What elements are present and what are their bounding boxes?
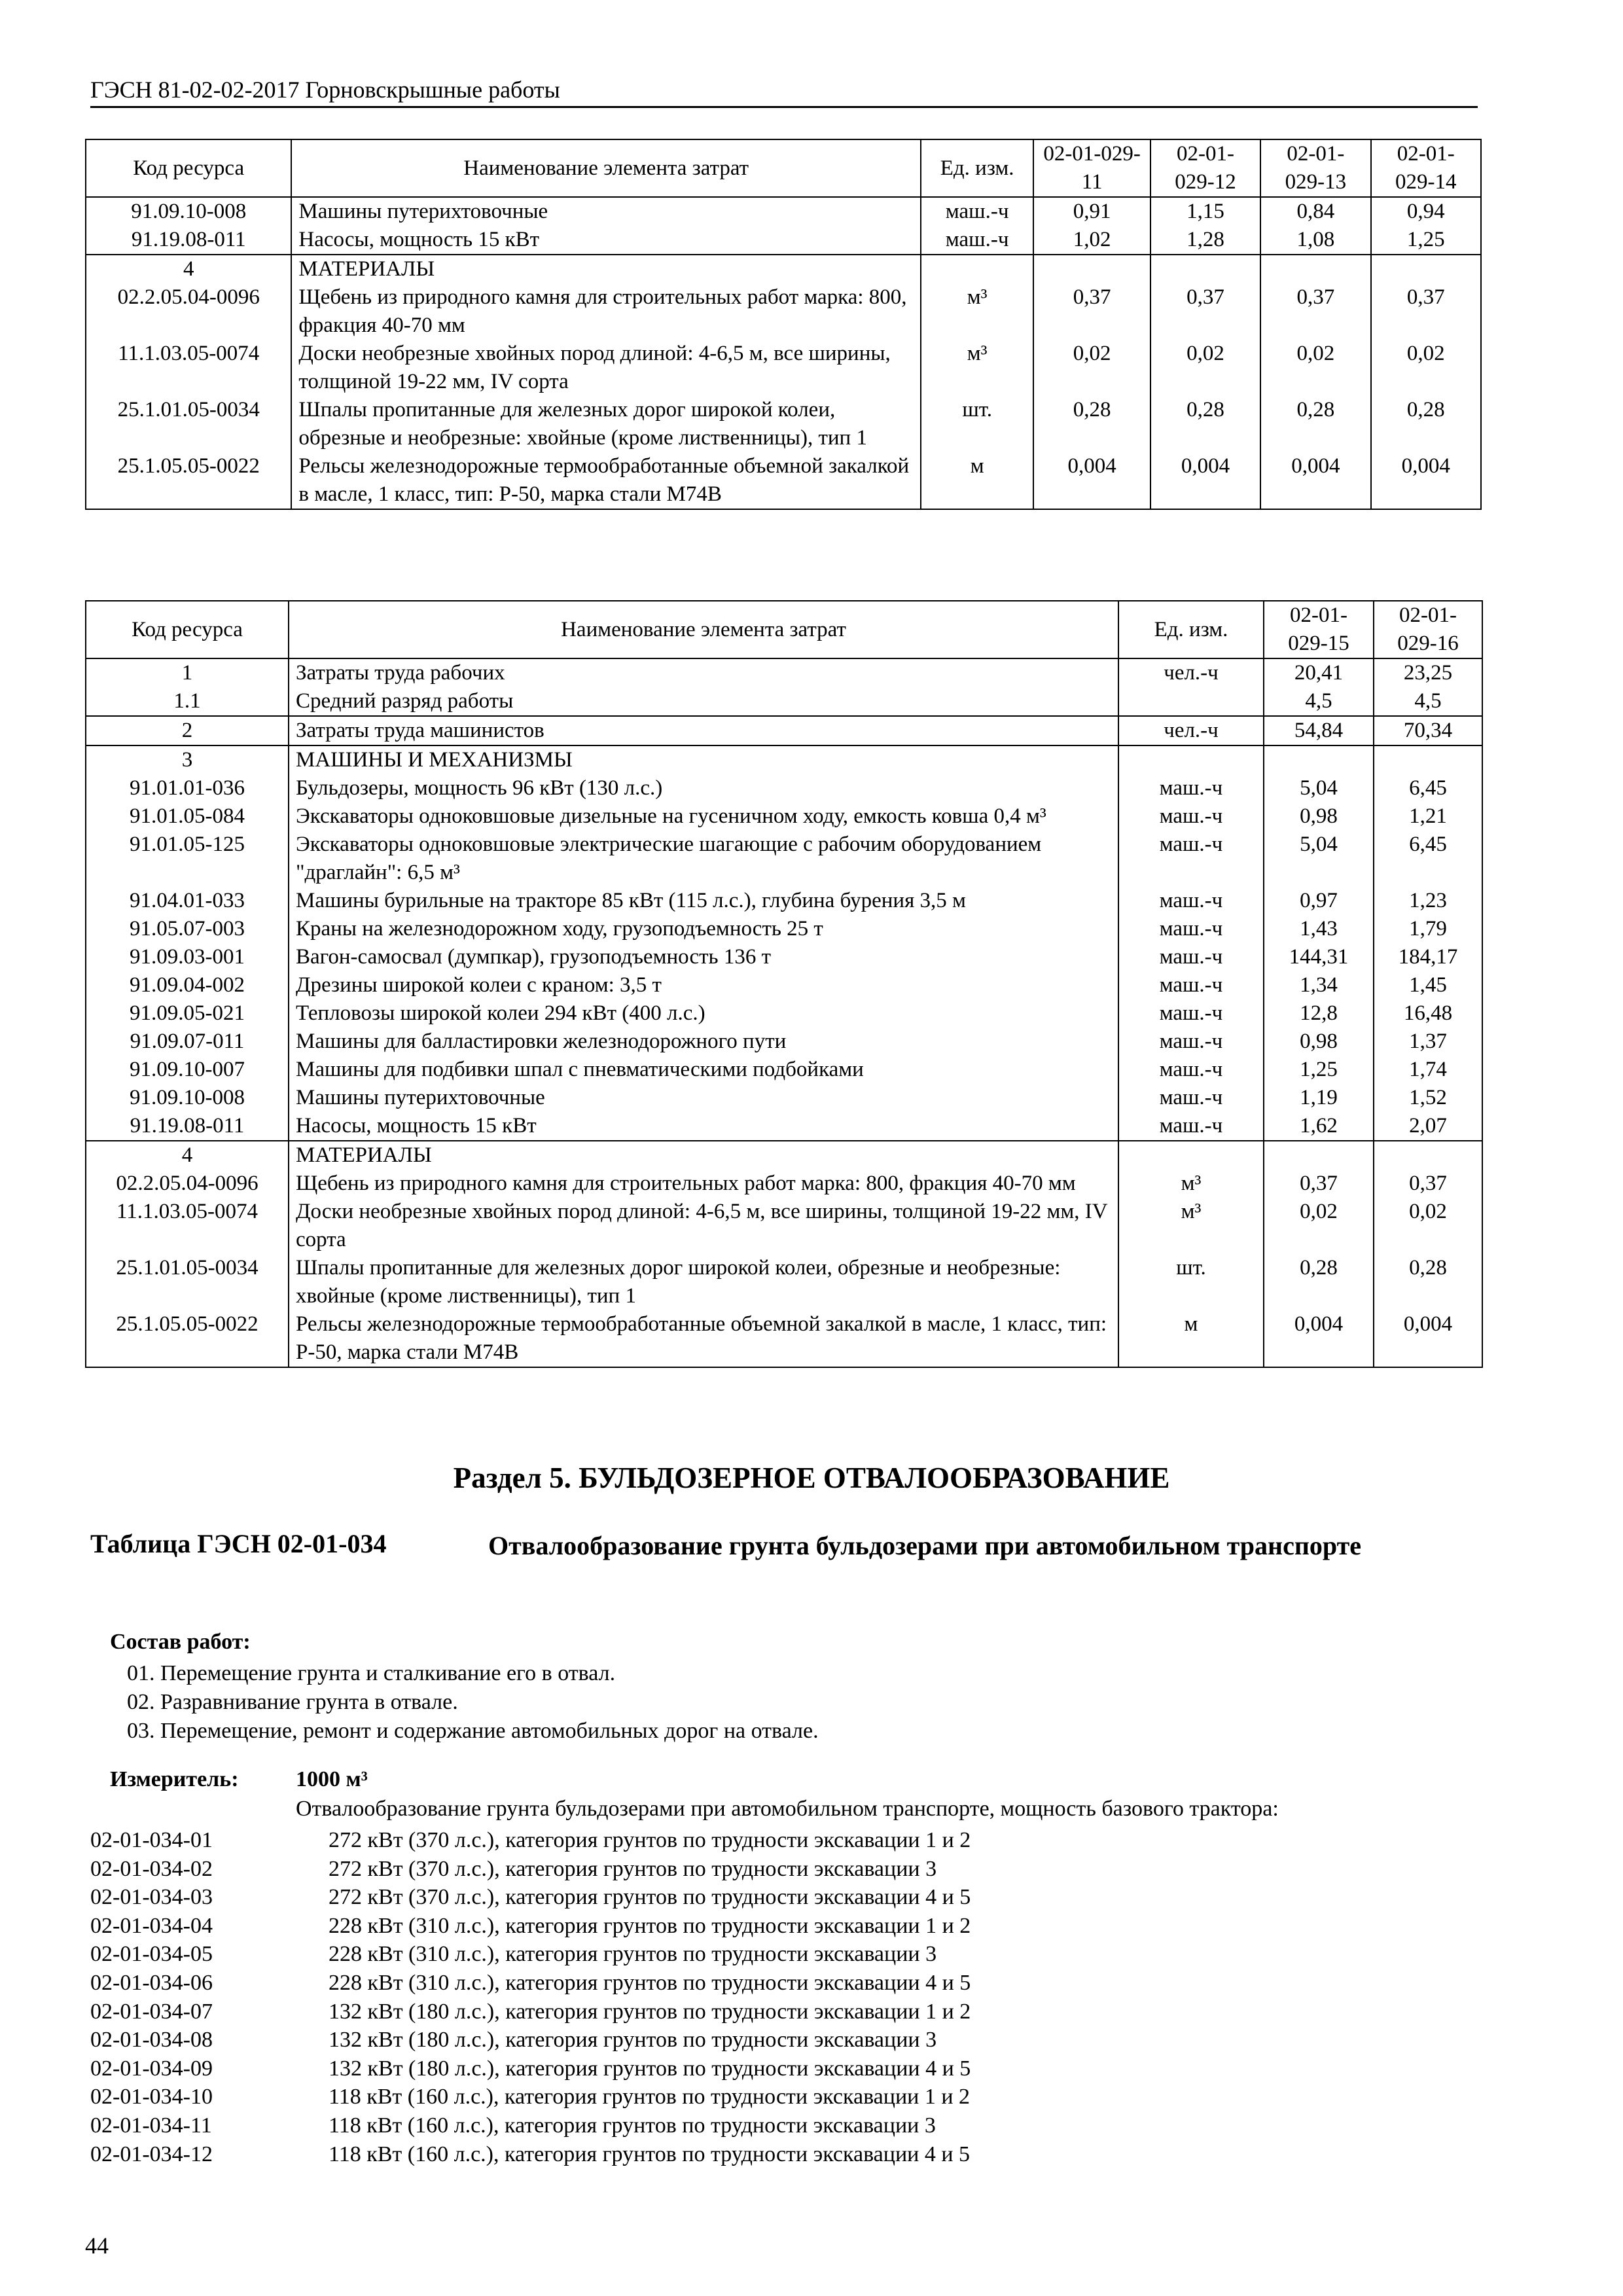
list-item: 03. Перемещение, ремонт и содержание автомобильных дорог на отвале. bbox=[127, 1719, 819, 1743]
column-header-norm: 02-01-029-13 bbox=[1260, 139, 1370, 197]
norm-row bbox=[90, 2111, 971, 2140]
norm-value: 0,02 bbox=[1260, 340, 1370, 396]
norm-value: 1,25 bbox=[1264, 1056, 1374, 1084]
resource-code: 91.05.07-003 bbox=[86, 915, 289, 943]
resource-unit: шт. bbox=[1118, 1254, 1264, 1310]
norm-value: 0,37 bbox=[1264, 1170, 1374, 1198]
resource-unit: маш.-ч bbox=[1118, 831, 1264, 887]
norm-value: 23,25 bbox=[1374, 658, 1482, 687]
norm-row bbox=[90, 1969, 971, 1998]
resource-name: Средний разряд работы bbox=[289, 687, 1118, 716]
norm-text: 118 кВт (160 л.с.), категория грунтов по трудности экскавации 3 bbox=[329, 2113, 936, 2138]
resource-code: 91.09.04-002 bbox=[86, 971, 289, 999]
norm-value: 4,5 bbox=[1264, 687, 1374, 716]
norm-code: 02-01-034-02 bbox=[90, 1856, 213, 1881]
norm-code: 02-01-034-08 bbox=[90, 2028, 213, 2053]
norm-value: 1,02 bbox=[1033, 226, 1150, 255]
norm-value: 6,45 bbox=[1374, 831, 1482, 887]
norm-value: 0,28 bbox=[1260, 396, 1370, 452]
norm-code: 02-01-034-11 bbox=[90, 2113, 212, 2138]
norm-text: 272 кВт (370 л.с.), категория грунтов по трудности экскавации 3 bbox=[329, 1856, 937, 1881]
resource-name: Экскаваторы одноковшовые дизельные на гусеничном ходу, емкость ковша 0,4 м³ bbox=[289, 802, 1118, 831]
norm-row bbox=[90, 1998, 971, 2026]
norm-value: 0,98 bbox=[1264, 802, 1374, 831]
table-row bbox=[86, 802, 1482, 831]
column-header-norm: 02-01-029-12 bbox=[1150, 139, 1260, 197]
norm-value: 0,004 bbox=[1371, 452, 1481, 509]
table-row bbox=[86, 999, 1482, 1028]
column-header-name: Наименование элемента затрат bbox=[289, 601, 1118, 658]
empty-cell bbox=[1374, 745, 1482, 774]
table-row bbox=[86, 1056, 1482, 1084]
resource-code: 91.09.10-008 bbox=[86, 197, 291, 226]
norm-value: 0,94 bbox=[1371, 197, 1481, 226]
column-header-unit: Ед. изм. bbox=[1118, 601, 1264, 658]
table-row bbox=[86, 915, 1482, 943]
norm-value: 0,28 bbox=[1150, 396, 1260, 452]
resource-name: Тепловозы широкой колеи 294 кВт (400 л.с.) bbox=[289, 999, 1118, 1028]
norm-value: 6,45 bbox=[1374, 774, 1482, 802]
norm-code: 02-01-034-06 bbox=[90, 1970, 213, 1995]
resource-unit: м³ bbox=[1118, 1198, 1264, 1254]
norm-text: 118 кВт (160 л.с.), категория грунтов по трудности экскавации 4 и 5 bbox=[329, 2142, 971, 2166]
empty-cell bbox=[1260, 255, 1370, 283]
resource-code: 91.09.10-007 bbox=[86, 1056, 289, 1084]
norm-row bbox=[90, 2026, 971, 2054]
resource-code: 1 bbox=[86, 658, 289, 687]
norm-value: 0,37 bbox=[1033, 283, 1150, 340]
norm-row bbox=[90, 1940, 971, 1969]
norm-value: 0,004 bbox=[1264, 1310, 1374, 1367]
table-row bbox=[86, 887, 1482, 915]
table-row bbox=[86, 687, 1482, 716]
empty-cell bbox=[1374, 1141, 1482, 1170]
norm-row bbox=[90, 1912, 971, 1941]
table-row bbox=[86, 1084, 1482, 1112]
resource-name: Шпалы пропитанные для железных дорог широкой колеи, обрезные и необрезные: хвойные (кроме лиственницы), тип 1 bbox=[291, 396, 921, 452]
norm-code: 02-01-034-12 bbox=[90, 2142, 213, 2166]
norm-code: 02-01-034-07 bbox=[90, 1999, 213, 2024]
norm-value: 0,28 bbox=[1374, 1254, 1482, 1310]
norm-value: 5,04 bbox=[1264, 831, 1374, 887]
resource-name: Экскаваторы одноковшовые электрические шагающие с рабочим оборудованием "драглайн": 6,5 м³ bbox=[289, 831, 1118, 887]
resource-code: 11.1.03.05-0074 bbox=[86, 340, 291, 396]
resource-name: Шпалы пропитанные для железных дорог широкой колеи, обрезные и необрезные: хвойные (кроме лиственницы), тип 1 bbox=[289, 1254, 1118, 1310]
resource-code: 25.1.01.05-0034 bbox=[86, 396, 291, 452]
resource-code: 25.1.05.05-0022 bbox=[86, 1310, 289, 1367]
resource-unit: м³ bbox=[1118, 1170, 1264, 1198]
resource-code: 91.01.05-125 bbox=[86, 831, 289, 887]
norm-value: 0,37 bbox=[1150, 283, 1260, 340]
resource-unit: маш.-ч bbox=[921, 226, 1033, 255]
resource-unit: м bbox=[1118, 1310, 1264, 1367]
empty-cell bbox=[1371, 255, 1481, 283]
resource-name: Машины для подбивки шпал с пневматическими подбойками bbox=[289, 1056, 1118, 1084]
column-header-name: Наименование элемента затрат bbox=[291, 139, 921, 197]
resource-unit: маш.-ч bbox=[1118, 971, 1264, 999]
section-row bbox=[86, 745, 1482, 774]
table-row bbox=[86, 452, 1481, 509]
norm-code: 02-01-034-09 bbox=[90, 2056, 213, 2081]
table-row bbox=[86, 1112, 1482, 1141]
empty-cell bbox=[1118, 1141, 1264, 1170]
norm-value: 0,02 bbox=[1264, 1198, 1374, 1254]
norm-row bbox=[90, 1855, 971, 1884]
norm-row bbox=[90, 2083, 971, 2111]
table-row bbox=[86, 1310, 1482, 1367]
resource-code: 02.2.05.04-0096 bbox=[86, 1170, 289, 1198]
norm-value: 1,52 bbox=[1374, 1084, 1482, 1112]
resource-unit: маш.-ч bbox=[1118, 1112, 1264, 1141]
norm-value: 0,37 bbox=[1371, 283, 1481, 340]
list-item: 01. Перемещение грунта и сталкивание его в отвал. bbox=[127, 1661, 616, 1685]
running-header: ГЭСН 81-02-02-2017 Горновскрышные работы bbox=[90, 76, 1478, 108]
resource-code: 91.09.07-011 bbox=[86, 1028, 289, 1056]
section-code: 4 bbox=[86, 1141, 289, 1170]
resource-code: 02.2.05.04-0096 bbox=[86, 283, 291, 340]
resource-code: 25.1.05.05-0022 bbox=[86, 452, 291, 509]
norm-value: 1,43 bbox=[1264, 915, 1374, 943]
norm-value: 1,45 bbox=[1374, 971, 1482, 999]
resource-code: 91.01.01-036 bbox=[86, 774, 289, 802]
measure-value: 1000 м³ bbox=[296, 1767, 368, 1791]
column-header-norm: 02-01-029-15 bbox=[1264, 601, 1374, 658]
table-row bbox=[86, 774, 1482, 802]
resource-name: Машины бурильные на тракторе 85 кВт (115 л.с.), глубина бурения 3,5 м bbox=[289, 887, 1118, 915]
resource-name: Доски необрезные хвойных пород длиной: 4-6,5 м, все ширины, толщиной 19-22 мм, IV сорта bbox=[291, 340, 921, 396]
norm-value: 0,97 bbox=[1264, 887, 1374, 915]
norm-value: 0,004 bbox=[1374, 1310, 1482, 1367]
table-row bbox=[86, 716, 1482, 745]
section-title: Раздел 5. БУЛЬДОЗЕРНОЕ ОТВАЛООБРАЗОВАНИЕ bbox=[453, 1462, 1170, 1494]
norm-value: 1,23 bbox=[1374, 887, 1482, 915]
resource-unit: м³ bbox=[921, 340, 1033, 396]
resource-code: 11.1.03.05-0074 bbox=[86, 1198, 289, 1254]
norm-value: 0,02 bbox=[1150, 340, 1260, 396]
empty-cell bbox=[1264, 745, 1374, 774]
norm-list bbox=[90, 1826, 971, 2168]
resource-code: 91.09.10-008 bbox=[86, 1084, 289, 1112]
table-header-row bbox=[86, 139, 1481, 197]
norm-value: 1,25 bbox=[1371, 226, 1481, 255]
section-row bbox=[86, 255, 1481, 283]
norm-value: 0,02 bbox=[1374, 1198, 1482, 1254]
norm-row bbox=[90, 2054, 971, 2083]
empty-cell bbox=[1033, 255, 1150, 283]
norm-text: 272 кВт (370 л.с.), категория грунтов по трудности экскавации 4 и 5 bbox=[329, 1885, 971, 1910]
measure-description: Отвалообразование грунта бульдозерами при автомобильном транспорте, мощность базового трактора: bbox=[296, 1797, 1279, 1821]
resource-name: Машины для балластировки железнодорожного пути bbox=[289, 1028, 1118, 1056]
works-list bbox=[127, 1659, 819, 1746]
norm-value: 16,48 bbox=[1374, 999, 1482, 1028]
resource-code: 91.01.05-084 bbox=[86, 802, 289, 831]
table-row bbox=[86, 340, 1481, 396]
resource-unit: маш.-ч bbox=[1118, 1056, 1264, 1084]
works-title: Состав работ: bbox=[110, 1630, 251, 1654]
resource-unit: маш.-ч bbox=[1118, 1084, 1264, 1112]
section-code: 3 bbox=[86, 745, 289, 774]
norm-code: 02-01-034-04 bbox=[90, 1913, 213, 1938]
table-row bbox=[86, 971, 1482, 999]
page-number: 44 bbox=[85, 2233, 109, 2259]
resource-unit: чел.-ч bbox=[1118, 716, 1264, 745]
resource-name: Дрезины широкой колеи с краном: 3,5 т bbox=[289, 971, 1118, 999]
section-name: МАШИНЫ И МЕХАНИЗМЫ bbox=[289, 745, 1118, 774]
column-header-norm: 02-01-029-14 bbox=[1371, 139, 1481, 197]
norm-value: 1,15 bbox=[1150, 197, 1260, 226]
norm-value: 0,98 bbox=[1264, 1028, 1374, 1056]
table-row bbox=[86, 658, 1482, 687]
norm-value: 0,28 bbox=[1264, 1254, 1374, 1310]
table-row bbox=[86, 1028, 1482, 1056]
resource-name: Затраты труда машинистов bbox=[289, 716, 1118, 745]
resource-unit: маш.-ч bbox=[921, 197, 1033, 226]
resource-name: Щебень из природного камня для строительных работ марка: 800, фракция 40-70 мм bbox=[289, 1170, 1118, 1198]
resource-unit: маш.-ч bbox=[1118, 774, 1264, 802]
resource-name: Насосы, мощность 15 кВт bbox=[291, 226, 921, 255]
norm-value: 0,02 bbox=[1371, 340, 1481, 396]
resource-code: 25.1.01.05-0034 bbox=[86, 1254, 289, 1310]
norm-value: 0,37 bbox=[1260, 283, 1370, 340]
column-header-code: Код ресурса bbox=[86, 601, 289, 658]
norm-value: 184,17 bbox=[1374, 943, 1482, 971]
section-code: 4 bbox=[86, 255, 291, 283]
empty-cell bbox=[1150, 255, 1260, 283]
norm-value: 5,04 bbox=[1264, 774, 1374, 802]
resource-unit: маш.-ч bbox=[1118, 943, 1264, 971]
resource-name: Машины путерихтовочные bbox=[291, 197, 921, 226]
norm-text: 118 кВт (160 л.с.), категория грунтов по трудности экскавации 1 и 2 bbox=[329, 2085, 971, 2109]
norm-value: 144,31 bbox=[1264, 943, 1374, 971]
resource-table-1 bbox=[85, 139, 1482, 510]
norm-code: 02-01-034-01 bbox=[90, 1828, 213, 1852]
table-header-row bbox=[86, 601, 1482, 658]
table-caption-text: Отвалообразование грунта бульдозерами при автомобильном транспорте bbox=[488, 1531, 1361, 1560]
resource-name: Вагон-самосвал (думпкар), грузоподъемность 136 т bbox=[289, 943, 1118, 971]
list-item: 02. Разравнивание грунта в отвале. bbox=[127, 1690, 458, 1714]
resource-name: Насосы, мощность 15 кВт bbox=[289, 1112, 1118, 1141]
norm-value: 1,08 bbox=[1260, 226, 1370, 255]
resource-code: 91.04.01-033 bbox=[86, 887, 289, 915]
table-row bbox=[86, 1254, 1482, 1310]
column-header-norm: 02-01-029-16 bbox=[1374, 601, 1482, 658]
resource-unit: маш.-ч bbox=[1118, 887, 1264, 915]
resource-code: 91.19.08-011 bbox=[86, 1112, 289, 1141]
resource-name: Рельсы железнодорожные термообработанные объемной закалкой в масле, 1 класс, тип: Р-50, марка стали М74В bbox=[289, 1310, 1118, 1367]
norm-value: 54,84 bbox=[1264, 716, 1374, 745]
empty-cell bbox=[1118, 745, 1264, 774]
norm-value: 1,28 bbox=[1150, 226, 1260, 255]
resource-code: 2 bbox=[86, 716, 289, 745]
norm-row bbox=[90, 1883, 971, 1912]
norm-text: 132 кВт (180 л.с.), категория грунтов по трудности экскавации 3 bbox=[329, 2028, 937, 2053]
norm-row bbox=[90, 1826, 971, 1855]
resource-unit: маш.-ч bbox=[1118, 999, 1264, 1028]
table-row bbox=[86, 226, 1481, 255]
norm-value: 0,37 bbox=[1374, 1170, 1482, 1198]
column-header-norm: 02-01-029-11 bbox=[1033, 139, 1150, 197]
norm-code: 02-01-034-05 bbox=[90, 1942, 213, 1967]
resource-unit: м bbox=[921, 452, 1033, 509]
section-name: МАТЕРИАЛЫ bbox=[289, 1141, 1118, 1170]
resource-name: Рельсы железнодорожные термообработанные объемной закалкой в масле, 1 класс, тип: Р-50, марка стали М74В bbox=[291, 452, 921, 509]
norm-value: 1,79 bbox=[1374, 915, 1482, 943]
table-row bbox=[86, 396, 1481, 452]
table-row bbox=[86, 831, 1482, 887]
norm-value: 0,84 bbox=[1260, 197, 1370, 226]
norm-value: 1,37 bbox=[1374, 1028, 1482, 1056]
norm-value: 0,28 bbox=[1371, 396, 1481, 452]
table-caption-label: Таблица ГЭСН 02-01-034 bbox=[90, 1529, 387, 1558]
resource-name: Доски необрезные хвойных пород длиной: 4-6,5 м, все ширины, толщиной 19-22 мм, IV сорта bbox=[289, 1198, 1118, 1254]
norm-value: 0,004 bbox=[1150, 452, 1260, 509]
norm-text: 228 кВт (310 л.с.), категория грунтов по трудности экскавации 3 bbox=[329, 1942, 937, 1967]
resource-unit: маш.-ч bbox=[1118, 915, 1264, 943]
norm-value: 0,28 bbox=[1033, 396, 1150, 452]
norm-value: 2,07 bbox=[1374, 1112, 1482, 1141]
norm-value: 70,34 bbox=[1374, 716, 1482, 745]
table-row bbox=[86, 943, 1482, 971]
norm-row bbox=[90, 2140, 971, 2169]
empty-cell bbox=[1264, 1141, 1374, 1170]
norm-value: 0,02 bbox=[1033, 340, 1150, 396]
norm-value: 0,004 bbox=[1033, 452, 1150, 509]
resource-unit bbox=[1118, 687, 1264, 716]
norm-value: 1,19 bbox=[1264, 1084, 1374, 1112]
section-row bbox=[86, 1141, 1482, 1170]
resource-unit: маш.-ч bbox=[1118, 802, 1264, 831]
table-row bbox=[86, 1170, 1482, 1198]
norm-value: 0,004 bbox=[1260, 452, 1370, 509]
resource-code: 91.09.03-001 bbox=[86, 943, 289, 971]
norm-text: 228 кВт (310 л.с.), категория грунтов по трудности экскавации 4 и 5 bbox=[329, 1970, 971, 1995]
norm-text: 228 кВт (310 л.с.), категория грунтов по трудности экскавации 1 и 2 bbox=[329, 1913, 971, 1938]
resource-name: Затраты труда рабочих bbox=[289, 658, 1118, 687]
resource-name: Бульдозеры, мощность 96 кВт (130 л.с.) bbox=[289, 774, 1118, 802]
column-header-unit: Ед. изм. bbox=[921, 139, 1033, 197]
column-header-code: Код ресурса bbox=[86, 139, 291, 197]
norm-text: 132 кВт (180 л.с.), категория грунтов по трудности экскавации 4 и 5 bbox=[329, 2056, 971, 2081]
norm-value: 12,8 bbox=[1264, 999, 1374, 1028]
resource-code: 91.19.08-011 bbox=[86, 226, 291, 255]
norm-value: 4,5 bbox=[1374, 687, 1482, 716]
empty-cell bbox=[921, 255, 1033, 283]
resource-code: 91.09.05-021 bbox=[86, 999, 289, 1028]
resource-unit: шт. bbox=[921, 396, 1033, 452]
resource-unit: маш.-ч bbox=[1118, 1028, 1264, 1056]
resource-name: Краны на железнодорожном ходу, грузоподъемность 25 т bbox=[289, 915, 1118, 943]
norm-code: 02-01-034-10 bbox=[90, 2085, 213, 2109]
norm-value: 1,21 bbox=[1374, 802, 1482, 831]
table-row bbox=[86, 197, 1481, 226]
norm-text: 272 кВт (370 л.с.), категория грунтов по трудности экскавации 1 и 2 bbox=[329, 1828, 971, 1852]
table-row bbox=[86, 283, 1481, 340]
norm-text: 132 кВт (180 л.с.), категория грунтов по трудности экскавации 1 и 2 bbox=[329, 1999, 971, 2024]
norm-value: 1,74 bbox=[1374, 1056, 1482, 1084]
resource-name: Машины путерихтовочные bbox=[289, 1084, 1118, 1112]
resource-unit: м³ bbox=[921, 283, 1033, 340]
norm-value: 0,91 bbox=[1033, 197, 1150, 226]
norm-value: 1,62 bbox=[1264, 1112, 1374, 1141]
section-name: МАТЕРИАЛЫ bbox=[291, 255, 921, 283]
table-row bbox=[86, 1198, 1482, 1254]
resource-table-2 bbox=[85, 600, 1483, 1368]
resource-unit: чел.-ч bbox=[1118, 658, 1264, 687]
measure-label: Измеритель: bbox=[110, 1767, 239, 1791]
norm-code: 02-01-034-03 bbox=[90, 1885, 213, 1910]
resource-code: 1.1 bbox=[86, 687, 289, 716]
norm-value: 20,41 bbox=[1264, 658, 1374, 687]
resource-name: Щебень из природного камня для строительных работ марка: 800, фракция 40-70 мм bbox=[291, 283, 921, 340]
norm-value: 1,34 bbox=[1264, 971, 1374, 999]
